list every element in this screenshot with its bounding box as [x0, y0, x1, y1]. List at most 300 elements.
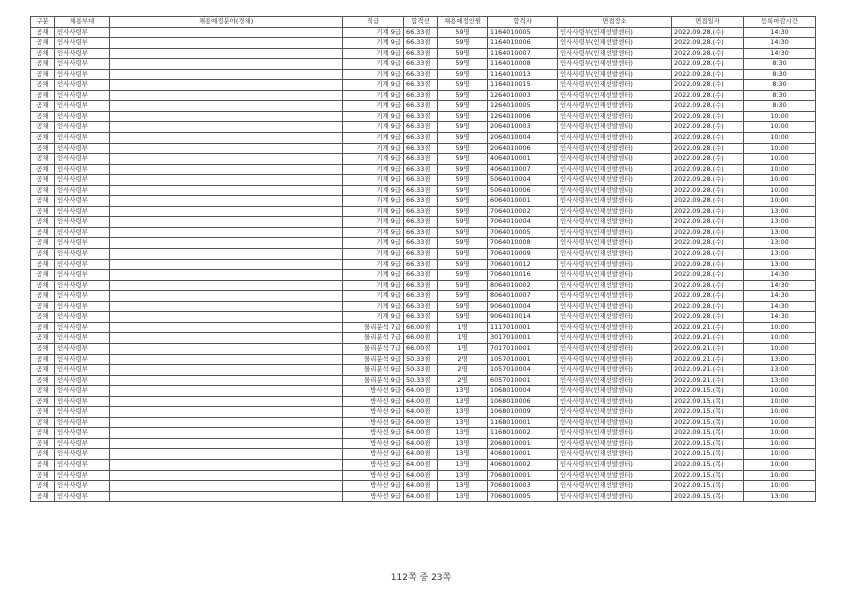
- category-cell: 공채: [31, 354, 55, 365]
- field-cell: [110, 449, 343, 460]
- unit-cell: 인사사령부: [55, 291, 110, 302]
- category-cell: 공채: [31, 59, 55, 70]
- field-cell: [110, 291, 343, 302]
- grade-cell: 기계 9급: [343, 175, 404, 186]
- category-cell: 공채: [31, 322, 55, 333]
- header-cell: 구분: [31, 17, 55, 28]
- field-cell: [110, 249, 343, 260]
- location-cell: 인사사령부(인재선발센터): [558, 217, 672, 228]
- grade-cell: 기계 9급: [343, 301, 404, 312]
- field-cell: [110, 343, 343, 354]
- page-indicator: 112쪽 중 23쪽: [390, 573, 452, 583]
- applicant-id-cell: 6064010001: [488, 196, 558, 207]
- quota-cell: 59명: [438, 217, 488, 228]
- deadline-cell: 14:30: [744, 270, 816, 281]
- grade-cell: 기계 9급: [343, 27, 404, 38]
- category-cell: 공채: [31, 249, 55, 260]
- quota-cell: 13명: [438, 396, 488, 407]
- category-cell: 공채: [31, 417, 55, 428]
- date-cell: 2022.09.28.(수): [672, 27, 744, 38]
- unit-cell: 인사사령부: [55, 227, 110, 238]
- date-cell: 2022.09.15.(목): [672, 438, 744, 449]
- quota-cell: 2명: [438, 354, 488, 365]
- quota-cell: 59명: [438, 154, 488, 165]
- field-cell: [110, 90, 343, 101]
- applicant-id-cell: 1264010005: [488, 101, 558, 112]
- header-cell: 직급: [343, 17, 404, 28]
- cutoff-cell: 66.33점: [404, 175, 438, 186]
- quota-cell: 13명: [438, 470, 488, 481]
- unit-cell: 인사사령부: [55, 354, 110, 365]
- unit-cell: 인사사령부: [55, 322, 110, 333]
- cutoff-cell: 66.33점: [404, 164, 438, 175]
- date-cell: 2022.09.28.(수): [672, 164, 744, 175]
- table-row: [31, 133, 816, 144]
- deadline-cell: 13:00: [744, 259, 816, 270]
- unit-cell: 인사사령부: [55, 27, 110, 38]
- grade-cell: 방사선 9급: [343, 396, 404, 407]
- unit-cell: 인사사령부: [55, 38, 110, 49]
- table-row: [31, 386, 816, 397]
- grade-cell: 방사선 9급: [343, 449, 404, 460]
- deadline-cell: 13:00: [744, 491, 816, 502]
- location-cell: 인사사령부(인재선발센터): [558, 185, 672, 196]
- table-row: [31, 143, 816, 154]
- location-cell: 인사사령부(인재선발센터): [558, 80, 672, 91]
- applicant-id-cell: 6057010001: [488, 375, 558, 386]
- applicant-id-cell: 1164010007: [488, 48, 558, 59]
- cutoff-cell: 64.00점: [404, 459, 438, 470]
- quota-cell: 59명: [438, 80, 488, 91]
- quota-cell: 2명: [438, 375, 488, 386]
- field-cell: [110, 333, 343, 344]
- quota-cell: 13명: [438, 428, 488, 439]
- deadline-cell: 10:00: [744, 185, 816, 196]
- deadline-cell: 10:00: [744, 111, 816, 122]
- header-cell: 채용부대: [55, 17, 110, 28]
- field-cell: [110, 470, 343, 481]
- unit-cell: 인사사령부: [55, 470, 110, 481]
- unit-cell: 인사사령부: [55, 249, 110, 260]
- unit-cell: 인사사령부: [55, 481, 110, 492]
- grade-cell: 기계 9급: [343, 312, 404, 323]
- category-cell: 공채: [31, 206, 55, 217]
- location-cell: 인사사령부(인재선발센터): [558, 407, 672, 418]
- date-cell: 2022.09.28.(수): [672, 90, 744, 101]
- location-cell: 인사사령부(인재선발센터): [558, 333, 672, 344]
- table-row: [31, 375, 816, 386]
- cutoff-cell: 66.33점: [404, 111, 438, 122]
- location-cell: 인사사령부(인재선발센터): [558, 459, 672, 470]
- field-cell: [110, 365, 343, 376]
- field-cell: [110, 407, 343, 418]
- unit-cell: 인사사령부: [55, 164, 110, 175]
- deadline-cell: 10:00: [744, 143, 816, 154]
- category-cell: 공채: [31, 164, 55, 175]
- field-cell: [110, 101, 343, 112]
- category-cell: 공채: [31, 227, 55, 238]
- deadline-cell: 10:00: [744, 438, 816, 449]
- location-cell: 인사사령부(인재선발센터): [558, 164, 672, 175]
- table-row: [31, 80, 816, 91]
- field-cell: [110, 301, 343, 312]
- deadline-cell: 10:00: [744, 133, 816, 144]
- deadline-cell: 10:00: [744, 164, 816, 175]
- cutoff-cell: 66.00점: [404, 322, 438, 333]
- deadline-cell: 10:00: [744, 175, 816, 186]
- table-row: [31, 312, 816, 323]
- grade-cell: 기계 9급: [343, 270, 404, 281]
- deadline-cell: 13:00: [744, 227, 816, 238]
- date-cell: 2022.09.15.(목): [672, 417, 744, 428]
- cutoff-cell: 50.33점: [404, 375, 438, 386]
- location-cell: 인사사령부(인재선발센터): [558, 90, 672, 101]
- applicant-id-cell: 2068010001: [488, 438, 558, 449]
- unit-cell: 인사사령부: [55, 449, 110, 460]
- cutoff-cell: 66.00점: [404, 343, 438, 354]
- date-cell: 2022.09.28.(수): [672, 175, 744, 186]
- date-cell: 2022.09.21.(수): [672, 343, 744, 354]
- applicant-id-cell: 8064010002: [488, 280, 558, 291]
- quota-cell: 59명: [438, 227, 488, 238]
- quota-cell: 13명: [438, 386, 488, 397]
- grade-cell: 물리분석 7급: [343, 333, 404, 344]
- category-cell: 공채: [31, 122, 55, 133]
- deadline-cell: 10:00: [744, 386, 816, 397]
- deadline-cell: 13:00: [744, 354, 816, 365]
- grade-cell: 기계 9급: [343, 185, 404, 196]
- cutoff-cell: 66.33점: [404, 312, 438, 323]
- category-cell: 공채: [31, 80, 55, 91]
- grade-cell: 방사선 9급: [343, 459, 404, 470]
- table-row: [31, 238, 816, 249]
- applicant-id-cell: 7064010016: [488, 270, 558, 281]
- date-cell: 2022.09.28.(수): [672, 227, 744, 238]
- applicant-table: [30, 16, 816, 502]
- location-cell: 인사사령부(인재선발센터): [558, 280, 672, 291]
- cutoff-cell: 66.33점: [404, 196, 438, 207]
- applicant-id-cell: 4068010001: [488, 449, 558, 460]
- deadline-cell: 14:30: [744, 301, 816, 312]
- category-cell: 공채: [31, 185, 55, 196]
- quota-cell: 59명: [438, 122, 488, 133]
- category-cell: 공채: [31, 449, 55, 460]
- unit-cell: 인사사령부: [55, 111, 110, 122]
- applicant-id-cell: 7064010009: [488, 249, 558, 260]
- deadline-cell: 8:30: [744, 80, 816, 91]
- field-cell: [110, 164, 343, 175]
- category-cell: 공채: [31, 291, 55, 302]
- table-row: [31, 291, 816, 302]
- table-row: [31, 249, 816, 260]
- applicant-id-cell: 3017010001: [488, 333, 558, 344]
- quota-cell: 13명: [438, 438, 488, 449]
- table-row: [31, 417, 816, 428]
- cutoff-cell: 66.33점: [404, 69, 438, 80]
- quota-cell: 13명: [438, 481, 488, 492]
- field-cell: [110, 428, 343, 439]
- category-cell: 공채: [31, 143, 55, 154]
- grade-cell: 기계 9급: [343, 90, 404, 101]
- category-cell: 공채: [31, 375, 55, 386]
- deadline-cell: 13:00: [744, 217, 816, 228]
- quota-cell: 13명: [438, 417, 488, 428]
- date-cell: 2022.09.28.(수): [672, 249, 744, 260]
- field-cell: [110, 322, 343, 333]
- quota-cell: 59명: [438, 101, 488, 112]
- date-cell: 2022.09.28.(수): [672, 185, 744, 196]
- category-cell: 공채: [31, 312, 55, 323]
- deadline-cell: 13:00: [744, 238, 816, 249]
- field-cell: [110, 270, 343, 281]
- field-cell: [110, 396, 343, 407]
- cutoff-cell: 66.33점: [404, 238, 438, 249]
- unit-cell: 인사사령부: [55, 48, 110, 59]
- field-cell: [110, 175, 343, 186]
- applicant-id-cell: 1164010015: [488, 80, 558, 91]
- grade-cell: 기계 9급: [343, 48, 404, 59]
- unit-cell: 인사사령부: [55, 185, 110, 196]
- applicant-id-cell: 7017010001: [488, 343, 558, 354]
- category-cell: 공채: [31, 38, 55, 49]
- table-row: [31, 122, 816, 133]
- unit-cell: 인사사령부: [55, 270, 110, 281]
- cutoff-cell: 66.33점: [404, 280, 438, 291]
- category-cell: 공채: [31, 407, 55, 418]
- table-row: [31, 343, 816, 354]
- cutoff-cell: 66.33점: [404, 154, 438, 165]
- unit-cell: 인사사령부: [55, 459, 110, 470]
- unit-cell: 인사사령부: [55, 396, 110, 407]
- field-cell: [110, 185, 343, 196]
- category-cell: 공채: [31, 470, 55, 481]
- quota-cell: 13명: [438, 491, 488, 502]
- quota-cell: 59명: [438, 38, 488, 49]
- grade-cell: 기계 9급: [343, 101, 404, 112]
- location-cell: 인사사령부(인재선발센터): [558, 270, 672, 281]
- table-row: [31, 481, 816, 492]
- table-body: [31, 27, 816, 502]
- unit-cell: 인사사령부: [55, 206, 110, 217]
- table-row: [31, 206, 816, 217]
- cutoff-cell: 66.33점: [404, 133, 438, 144]
- location-cell: 인사사령부(인재선발센터): [558, 143, 672, 154]
- deadline-cell: 13:00: [744, 365, 816, 376]
- quota-cell: 59명: [438, 133, 488, 144]
- cutoff-cell: 66.33점: [404, 227, 438, 238]
- grade-cell: 기계 9급: [343, 206, 404, 217]
- unit-cell: 인사사령부: [55, 69, 110, 80]
- cutoff-cell: 66.33점: [404, 301, 438, 312]
- category-cell: 공채: [31, 365, 55, 376]
- unit-cell: 인사사령부: [55, 259, 110, 270]
- cutoff-cell: 66.33점: [404, 27, 438, 38]
- deadline-cell: 10:00: [744, 417, 816, 428]
- header-cell: 면접장소: [558, 17, 672, 28]
- date-cell: 2022.09.28.(수): [672, 80, 744, 91]
- field-cell: [110, 69, 343, 80]
- date-cell: 2022.09.15.(목): [672, 407, 744, 418]
- field-cell: [110, 259, 343, 270]
- deadline-cell: 10:00: [744, 196, 816, 207]
- table-row: [31, 38, 816, 49]
- unit-cell: 인사사령부: [55, 491, 110, 502]
- unit-cell: 인사사령부: [55, 122, 110, 133]
- cutoff-cell: 64.00점: [404, 449, 438, 460]
- cutoff-cell: 50.33점: [404, 365, 438, 376]
- deadline-cell: 14:30: [744, 48, 816, 59]
- deadline-cell: 14:30: [744, 291, 816, 302]
- cutoff-cell: 64.00점: [404, 470, 438, 481]
- quota-cell: 59명: [438, 59, 488, 70]
- field-cell: [110, 59, 343, 70]
- location-cell: 인사사령부(인재선발센터): [558, 238, 672, 249]
- deadline-cell: 10:00: [744, 343, 816, 354]
- date-cell: 2022.09.28.(수): [672, 111, 744, 122]
- cutoff-cell: 66.33점: [404, 259, 438, 270]
- table-row: [31, 154, 816, 165]
- category-cell: 공채: [31, 333, 55, 344]
- location-cell: 인사사령부(인재선발센터): [558, 154, 672, 165]
- grade-cell: 물리분석 7급: [343, 343, 404, 354]
- grade-cell: 기계 9급: [343, 111, 404, 122]
- cutoff-cell: 66.33점: [404, 206, 438, 217]
- deadline-cell: 10:00: [744, 428, 816, 439]
- grade-cell: 기계 9급: [343, 122, 404, 133]
- location-cell: 인사사령부(인재선발센터): [558, 301, 672, 312]
- location-cell: 인사사령부(인재선발센터): [558, 122, 672, 133]
- location-cell: 인사사령부(인재선발센터): [558, 259, 672, 270]
- cutoff-cell: 66.33점: [404, 80, 438, 91]
- quota-cell: 59명: [438, 143, 488, 154]
- unit-cell: 인사사령부: [55, 386, 110, 397]
- unit-cell: 인사사령부: [55, 175, 110, 186]
- date-cell: 2022.09.28.(수): [672, 38, 744, 49]
- deadline-cell: 8:30: [744, 101, 816, 112]
- category-cell: 공채: [31, 154, 55, 165]
- quota-cell: 59명: [438, 175, 488, 186]
- cutoff-cell: 64.00점: [404, 491, 438, 502]
- applicant-id-cell: 1117010001: [488, 322, 558, 333]
- cutoff-cell: 66.33점: [404, 48, 438, 59]
- applicant-id-cell: 1164010006: [488, 38, 558, 49]
- header-cell: 합격자: [488, 17, 558, 28]
- location-cell: 인사사령부(인재선발센터): [558, 38, 672, 49]
- table-row: [31, 217, 816, 228]
- applicant-id-cell: 9064010004: [488, 301, 558, 312]
- field-cell: [110, 438, 343, 449]
- location-cell: 인사사령부(인재선발센터): [558, 470, 672, 481]
- deadline-cell: 14:30: [744, 312, 816, 323]
- grade-cell: 기계 9급: [343, 69, 404, 80]
- unit-cell: 인사사령부: [55, 143, 110, 154]
- category-cell: 공채: [31, 386, 55, 397]
- header-cell: 채용예정인원: [438, 17, 488, 28]
- category-cell: 공채: [31, 69, 55, 80]
- category-cell: 공채: [31, 343, 55, 354]
- header-cell: 면접일자: [672, 17, 744, 28]
- date-cell: 2022.09.21.(수): [672, 375, 744, 386]
- table-row: [31, 333, 816, 344]
- applicant-id-cell: 1057010001: [488, 354, 558, 365]
- table-row: [31, 111, 816, 122]
- applicant-id-cell: 8064010007: [488, 291, 558, 302]
- grade-cell: 물리분석 9급: [343, 354, 404, 365]
- category-cell: 공채: [31, 48, 55, 59]
- location-cell: 인사사령부(인재선발센터): [558, 48, 672, 59]
- deadline-cell: 10:00: [744, 322, 816, 333]
- table-row: [31, 101, 816, 112]
- unit-cell: 인사사령부: [55, 238, 110, 249]
- location-cell: 인사사령부(인재선발센터): [558, 365, 672, 376]
- grade-cell: 기계 9급: [343, 196, 404, 207]
- cutoff-cell: 66.33점: [404, 143, 438, 154]
- field-cell: [110, 238, 343, 249]
- table-row: [31, 491, 816, 502]
- quota-cell: 59명: [438, 270, 488, 281]
- quota-cell: 59명: [438, 185, 488, 196]
- date-cell: 2022.09.28.(수): [672, 291, 744, 302]
- table-row: [31, 90, 816, 101]
- header-cell: 채용예정분야(경채): [110, 17, 343, 28]
- table-row: [31, 259, 816, 270]
- grade-cell: 물리분석 7급: [343, 322, 404, 333]
- applicant-id-cell: 7064010005: [488, 227, 558, 238]
- unit-cell: 인사사령부: [55, 217, 110, 228]
- quota-cell: 59명: [438, 48, 488, 59]
- table-row: [31, 322, 816, 333]
- quota-cell: 59명: [438, 280, 488, 291]
- location-cell: 인사사령부(인재선발센터): [558, 386, 672, 397]
- unit-cell: 인사사령부: [55, 301, 110, 312]
- quota-cell: 59명: [438, 312, 488, 323]
- location-cell: 인사사령부(인재선발센터): [558, 206, 672, 217]
- category-cell: 공채: [31, 217, 55, 228]
- category-cell: 공채: [31, 481, 55, 492]
- applicant-id-cell: 1168010002: [488, 428, 558, 439]
- location-cell: 인사사령부(인재선발센터): [558, 249, 672, 260]
- location-cell: 인사사령부(인재선발센터): [558, 227, 672, 238]
- location-cell: 인사사령부(인재선발센터): [558, 481, 672, 492]
- quota-cell: 59명: [438, 259, 488, 270]
- location-cell: 인사사령부(인재선발센터): [558, 417, 672, 428]
- grade-cell: 기계 9급: [343, 143, 404, 154]
- unit-cell: 인사사령부: [55, 407, 110, 418]
- date-cell: 2022.09.28.(수): [672, 122, 744, 133]
- date-cell: 2022.09.21.(수): [672, 365, 744, 376]
- location-cell: 인사사령부(인재선발센터): [558, 196, 672, 207]
- cutoff-cell: 64.00점: [404, 481, 438, 492]
- field-cell: [110, 111, 343, 122]
- cutoff-cell: 64.00점: [404, 396, 438, 407]
- category-cell: 공채: [31, 259, 55, 270]
- category-cell: 공채: [31, 111, 55, 122]
- category-cell: 공채: [31, 459, 55, 470]
- deadline-cell: 10:00: [744, 122, 816, 133]
- applicant-id-cell: 1068010006: [488, 396, 558, 407]
- applicant-id-cell: 1068010009: [488, 407, 558, 418]
- deadline-cell: 10:00: [744, 470, 816, 481]
- unit-cell: 인사사령부: [55, 280, 110, 291]
- deadline-cell: 10:00: [744, 449, 816, 460]
- grade-cell: 방사선 9급: [343, 470, 404, 481]
- deadline-cell: 10:00: [744, 459, 816, 470]
- grade-cell: 기계 9급: [343, 59, 404, 70]
- applicant-id-cell: 1264010006: [488, 111, 558, 122]
- applicant-id-cell: 1168010001: [488, 417, 558, 428]
- quota-cell: 59명: [438, 111, 488, 122]
- applicant-id-cell: 7068010005: [488, 491, 558, 502]
